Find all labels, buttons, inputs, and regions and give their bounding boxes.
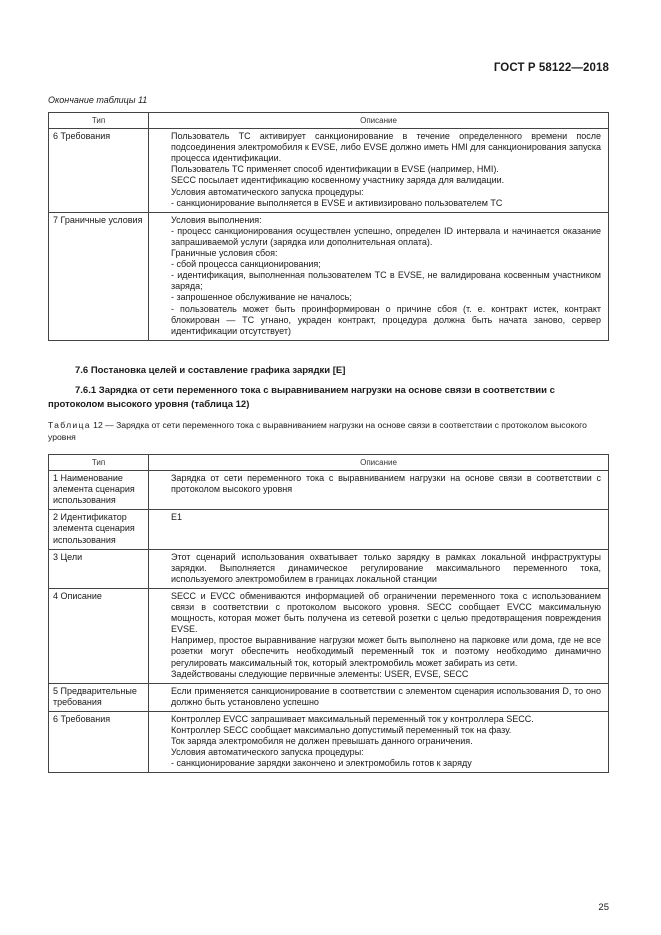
- row-description-cell: [149, 588, 609, 683]
- description-line: Пользователь ТС применяет способ идентификации в EVSE (например, HMI).: [171, 164, 499, 175]
- table-row: [49, 471, 609, 510]
- description-line: Например, простое выравнивание нагрузки может быть выполнено на парковке или дома, где не все розетки могут обеспечить необходимый переменный ток и поэтому необходимо динамично регулировать максимальный ток, который электромобиль может забирать из сети.: [171, 635, 601, 668]
- table-row: [49, 510, 609, 549]
- description-line: - санкционирование зарядки закончено и электромобиль готов к заряду: [171, 758, 472, 769]
- row-description-cell: [149, 510, 609, 549]
- row-description-cell: [149, 212, 609, 340]
- table-11: [48, 112, 609, 341]
- description-line: Условия выполнения:: [171, 214, 262, 225]
- row-type-cell: 7 Граничные условия: [49, 212, 149, 340]
- description-line: Зарядка от сети переменного тока с выравниванием нагрузки на основе связи в соответствии с протоколом высокого уровня: [171, 473, 601, 495]
- description-line: E1: [171, 512, 183, 523]
- row-type-cell: 4 Описание: [49, 588, 149, 683]
- table-row: [49, 711, 609, 772]
- row-type-cell: 6 Требования: [49, 129, 149, 213]
- description-line: - пользователь может быть проинформирован о причине сбоя (т. е. контракт истек, контракт блокирован — ТС угнано, украден контракт, процедура должна быть начата заново, сервер идентификации отсутствует): [171, 303, 601, 336]
- description-line: Контроллер EVCC запрашивает максимальный переменный ток у контроллера SECC.: [171, 713, 534, 724]
- column-header-type: Тип: [49, 113, 149, 129]
- table-row: [49, 212, 609, 340]
- description-line: Пользователь ТС активирует санкционирование в течение определенного времени после подсоединения электромобиля к EVSE, либо EVSE должно иметь HMI для санкционирования запуска процесса идентификации.: [171, 131, 601, 164]
- description-line: SECC посылает идентификацию косвенному участнику заряда для валидации.: [171, 175, 505, 186]
- description-line: - идентификация, выполненная пользователем ТС в EVSE, не валидирована косвенным участником заряда;: [171, 270, 601, 292]
- section-7-6-1-heading: 7.6.1 Зарядка от сети переменного тока с выравниванием нагрузки на основе связи в соответствии с протоколом высокого уровня (таблица 12): [48, 385, 555, 410]
- caption-text: 12 — Зарядка от сети переменного тока с выравниванием нагрузки на основе связи в соответствии с протоколом высокого уровня: [48, 420, 587, 442]
- row-type-cell: 3 Цели: [49, 549, 149, 588]
- row-description-cell: [149, 471, 609, 510]
- description-line: Условия автоматического запуска процедуры:: [171, 747, 364, 758]
- description-line: Условия автоматического запуска процедуры:: [171, 186, 364, 197]
- table-continuation-label: Окончание таблицы 11: [48, 95, 148, 105]
- table-header-row: [49, 113, 609, 129]
- description-line: - запрошенное обслуживание не началось;: [171, 292, 352, 303]
- description-line: Контроллер SECC сообщает максимально допустимый переменный ток на фазу.: [171, 724, 512, 735]
- description-line: Задействованы следующие первичные элементы: USER, EVSE, SECC: [171, 668, 469, 679]
- table-row: [49, 588, 609, 683]
- standard-number: ГОСТ Р 58122—2018: [493, 62, 609, 74]
- table-12-caption: [48, 420, 608, 443]
- table-12: [48, 454, 609, 773]
- table-row: [49, 129, 609, 213]
- description-line: SECC и EVCC обмениваются информацией об ограничении переменного тока с использованием связи в соответствии с протоколом высокого уровня. SECC сообщает EVCC максимальную мощность, которая может быть получена из сетевой розетки с целью предотвращения повреждения EVSE.: [171, 590, 601, 635]
- row-description-cell: [149, 683, 609, 711]
- caption-prefix: Таблица: [48, 420, 91, 430]
- section-7-6-heading: 7.6 Постановка целей и составление графика зарядки [Е]: [75, 365, 346, 376]
- description-line: Граничные условия сбоя:: [171, 248, 278, 259]
- table-header-row: [49, 455, 609, 471]
- row-type-cell: 5 Предварительные требования: [49, 683, 149, 711]
- description-line: Ток заряда электромобиля не должен превышать данного ограничения.: [171, 736, 473, 747]
- description-line: - сбой процесса санкционирования;: [171, 259, 321, 270]
- table-row: [49, 683, 609, 711]
- description-line: Если применяется санкционирование в соответствии с элементом сценария использования D, то оно должно быть установлено успешно: [171, 685, 601, 707]
- column-header-description: Описание: [149, 455, 609, 471]
- description-line: - процесс санкционирования осуществлен успешно, определен ID интервала и начинается оказание запрашиваемой услуги (зарядка или дополнительная оплата).: [171, 225, 601, 247]
- row-type-cell: 6 Требования: [49, 711, 149, 772]
- description-line: - санкционирование выполняется в EVSE и активизировано пользователем ТС: [171, 197, 503, 208]
- row-type-cell: 1 Наименование элемента сценария использования: [49, 471, 149, 510]
- row-description-cell: [149, 549, 609, 588]
- row-description-cell: [149, 711, 609, 772]
- description-line: Этот сценарий использования охватывает только зарядку в рамках локальной инфраструктуры зарядки. Выполняется динамическое регулирование максимального переменного тока, используемого электромобилем в границах локальной станции: [171, 551, 601, 584]
- row-description-cell: [149, 129, 609, 213]
- row-type-cell: 2 Идентификатор элемента сценария использования: [49, 510, 149, 549]
- column-header-type: Тип: [49, 455, 149, 471]
- column-header-description: Описание: [149, 113, 609, 129]
- page-number: 25: [598, 902, 609, 913]
- table-row: [49, 549, 609, 588]
